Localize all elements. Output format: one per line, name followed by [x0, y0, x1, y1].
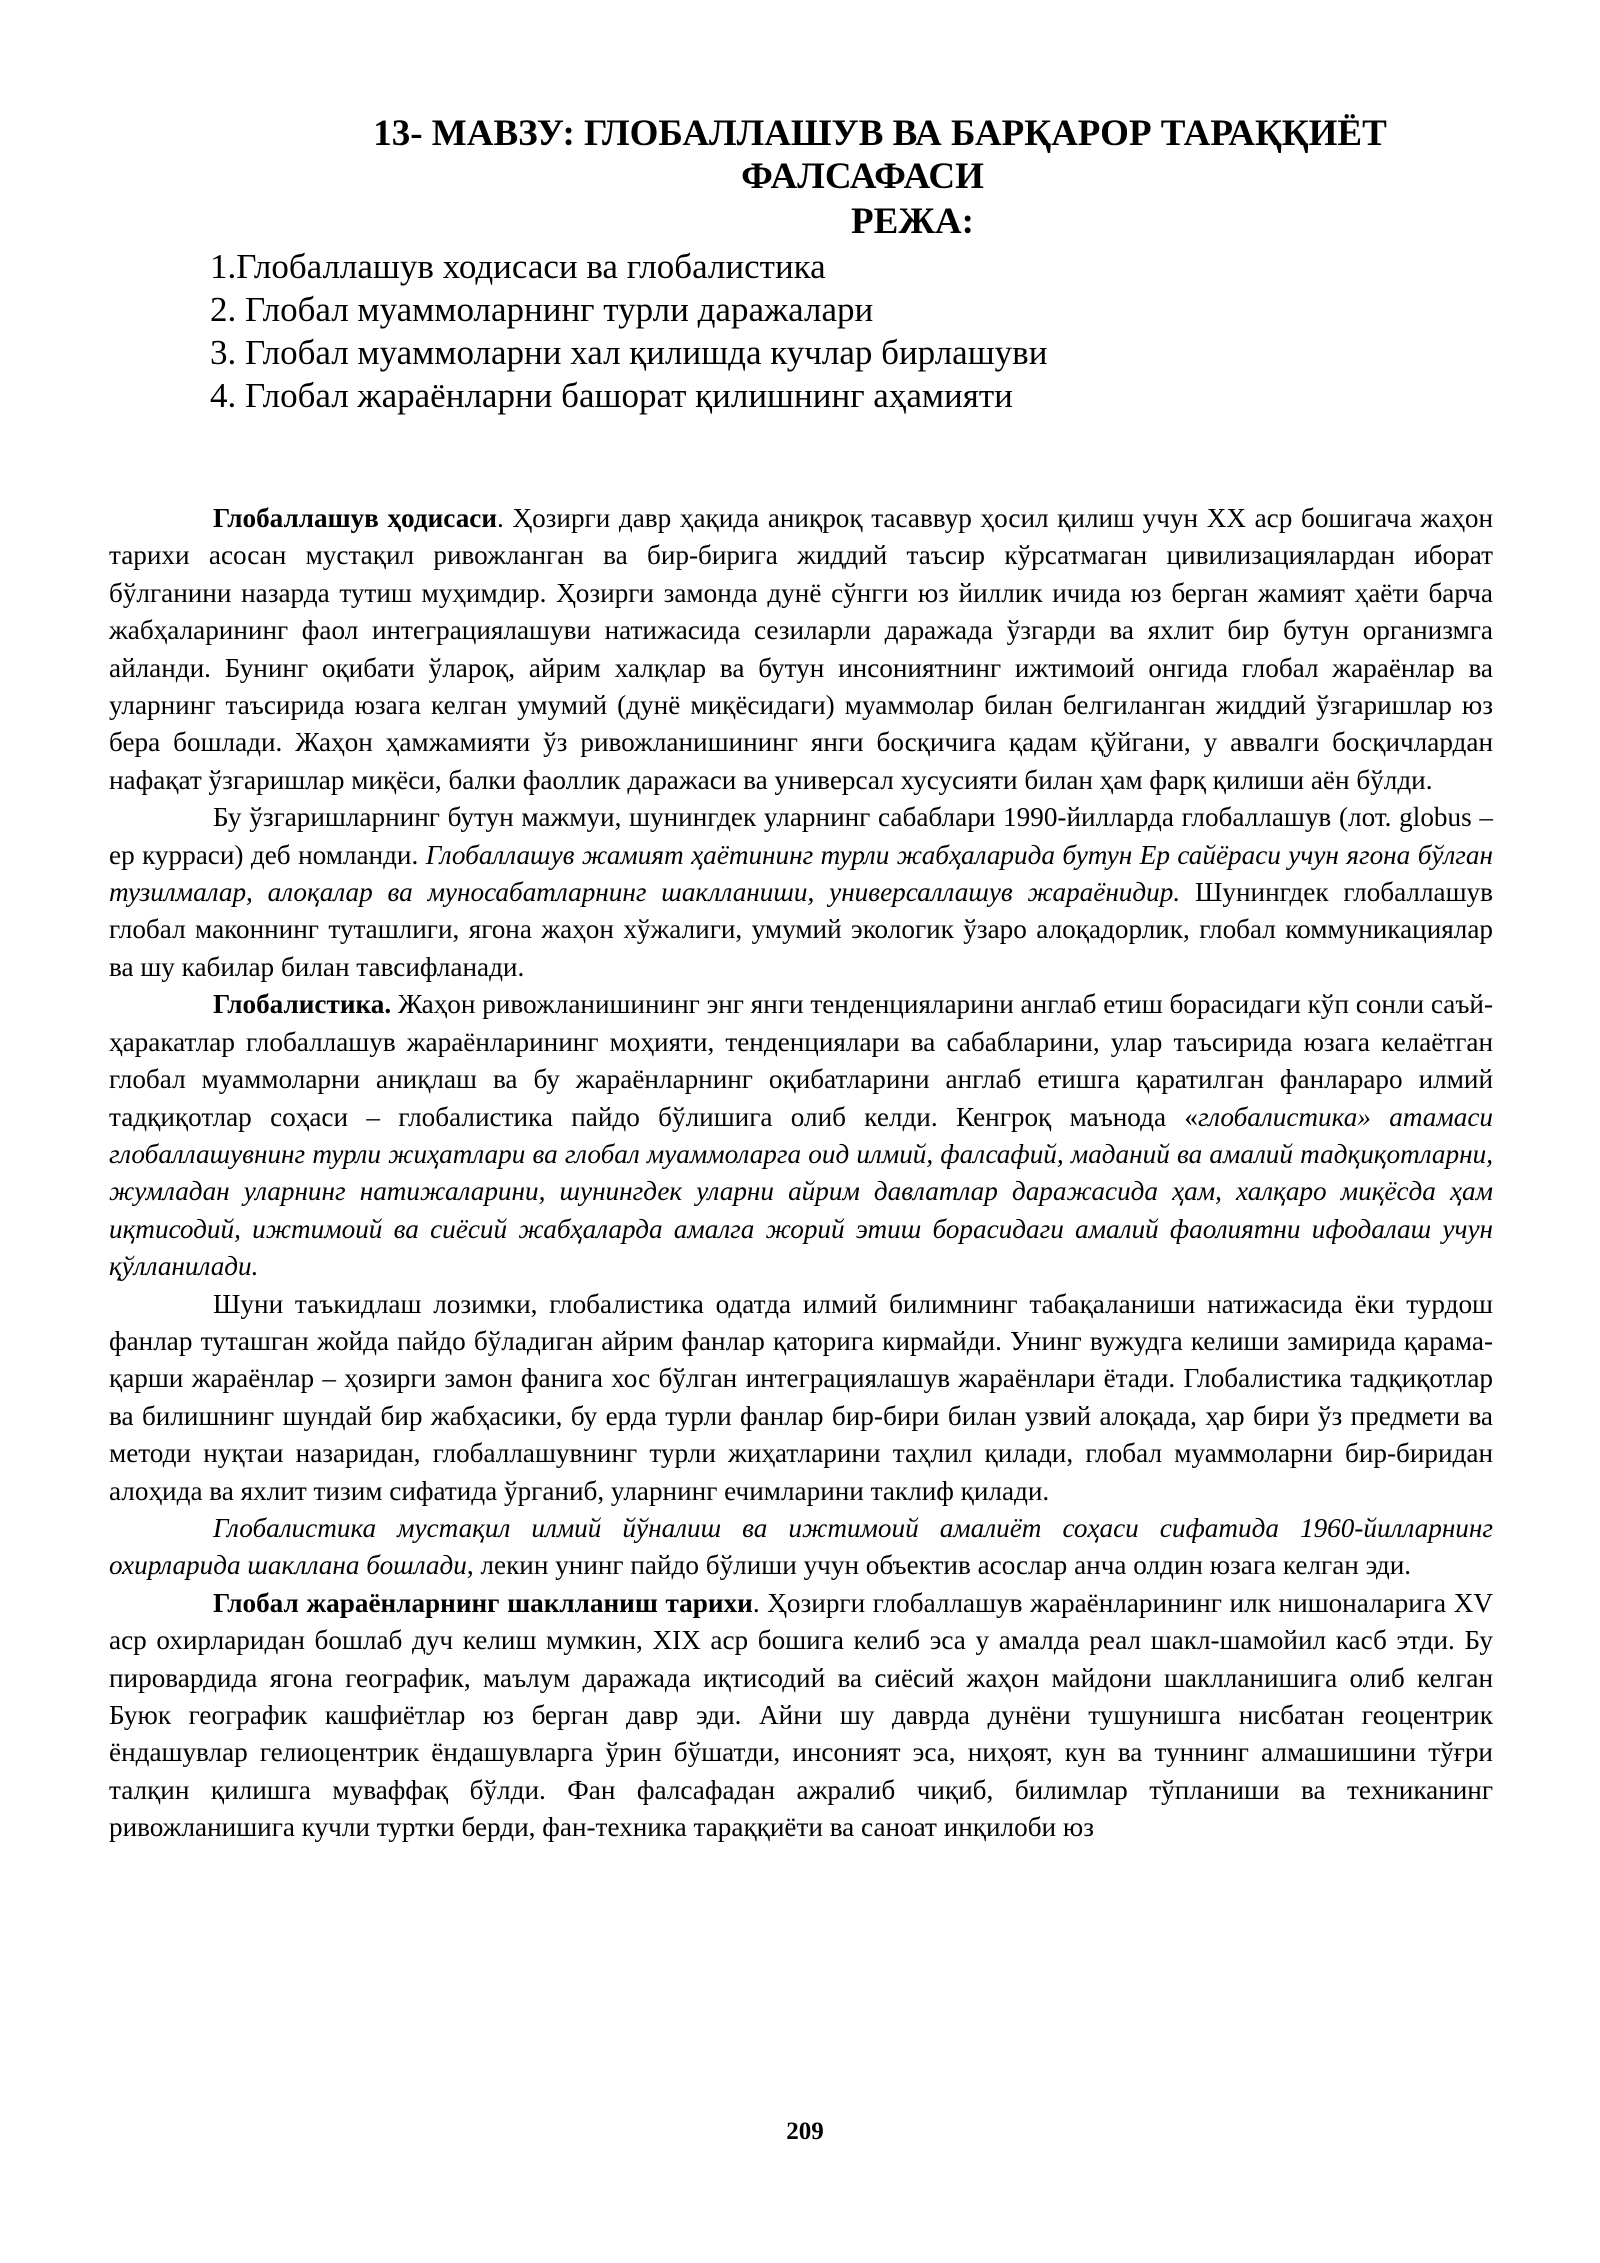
paragraph-text: Шуни таъкидлаш лозимки, глобалистика одатда илмий билимнинг табақаланиши натижасида ёки турдош фанлар туташган жойда пайдо бўладиган айрим фанлар қаторига кирмайди. Унинг вужудга келиши замирида қарама-қарши жараёнлар – ҳозирги замон фанига хос бўлган интеграциялашув жараёнлари ётади. Глобалистика тадқиқотлар ва билишнинг шундай бир жабҳасики, бу ерда турли фанлар бир-бири билан узвий алоқада, ҳар бири ўз предмети ва методи нуқтаи назаридан, глобаллашувнинг турли жиҳатларини таҳлил қилади, глобал муаммоларни бир-биридан алоҳида ва яхлит тизим сифатида ўрганиб, уларнинг ечимларини таклиф қилади.: [109, 1288, 1493, 1506]
paragraph-lead: Глобал жараёнларнинг шаклланиш тарихи: [213, 1587, 753, 1618]
plan-item: 1.Глобаллашув ходисаси ва глобалистика: [210, 247, 826, 286]
paragraph-text: . Ҳозирги давр ҳақида аниқроқ тасаввур ҳосил қилиш учун ХХ аср бошигача жаҳон тарихи асосан мустақил ривожланган ва бир-бирига жиддий таъсир кўрсатмаган цивилизациялардан иборат бўлганини назарда тутиш муҳимдир. Ҳозирги замонда дунё сўнгги юз йиллик ичида юз берган жамият ҳаёти барча жабҳаларининг фаол интеграциялашуви натижасида сезиларли даражада ўзгарди ва яхлит бир бутун организмга айланди. Бунинг оқибати ўлароқ, айрим халқлар ва бутун инсониятнинг ижтимоий онгида глобал жараёнлар ва уларнинг таъсирида юзага келган умумий (дунё миқёсидаги) муаммолар билан белгиланган жиддий ўзгаришлар юз бера бошлади. Жаҳон ҳамжамияти ўз ривожланишининг янги босқичига қадам қўйгани, у аввалги босқичлардан нафақат ўзгаришлар миқёси, балки фаоллик даражаси ва универсал хусусияти билан ҳам фарқ қилиши аён бўлди.: [109, 503, 1493, 795]
paragraph-text: Бу ўзгаришларнинг бутун мажмуи, шунингдек уларнинг сабаблари 1990-йилларда глобаллашув (лот. globus – ер курраси) деб номланди.: [109, 802, 1493, 870]
paragraph-text: , лекин унинг пайдо бўлиши учун объектив асослар анча олдин юзага келган эди.: [466, 1550, 1412, 1581]
paragraph-italic-definition: глобалистика» атамаси глобаллашувнинг турли жиҳатлари ва глобал муаммоларга оид илмий, фалсафий, маданий ва амалий тадқиқотларни, жумладан уларнинг натижаларини, шунингдек уларни айрим давлатлар даражасида ҳам, халқаро миқёсда ҳам иқтисодий, ижтимоий ва сиёсий жабҳаларда амалга жорий этиш борасидаги амалий фаолиятни ифодалаш учун қўлланилади.: [109, 1101, 1493, 1282]
plan-list: [210, 245, 1047, 417]
paragraph-globalization-definition: [109, 799, 1493, 986]
paragraph-text: Жаҳон ривожланишининг энг янги тенденцияларини англаб етиш борасидаги кўп сонли саъй-ҳаракатлар глобаллашув жараёнларининг моҳияти, тенденциялари ва сабабларини, улар таъсирида юзага келаётган глобал муаммоларни аниқлаш ва бу жараёнларнинг оқибатларини англаб етишга қаратилган фанлараро илмий тадқиқотлар соҳаси – глобалистика пайдо бўлишига олиб келди. Кенгроқ маънода «: [109, 989, 1493, 1132]
paragraph-globalistics-nature: [109, 1286, 1493, 1510]
page-title-line-1: 13- МАВЗУ: ГЛОБАЛЛАШУВ ВА БАРҚАРОР ТАРАҚҚИЁТ: [373, 113, 1387, 154]
plan-item: 4. Глобал жараёнларни башорат қилишнинг аҳамияти: [210, 376, 1013, 415]
paragraph-lead: Глобаллашув ҳодисаси: [213, 503, 498, 533]
paragraph-lead: Глобалистика.: [213, 989, 392, 1020]
paragraph-globalistics: [109, 986, 1493, 1285]
paragraph-italic-definition: Глобаллашув жамият ҳаётининг турли жабҳаларида бутун Ер сайёраси учун ягона бўлган тузилмалар, алоқалар ва муносабатларнинг шаклланиши, универсаллашув жараёнидир.: [109, 839, 1493, 908]
paragraph-italic-definition: Глобалистика мустақил илмий йўналиш ва ижтимоий амалиёт соҳаси сифатида 1960-йилларнинг охирларида шакллана бошлади: [109, 1512, 1493, 1581]
plan-item: 3. Глобал муаммоларни хал қилишда кучлар бирлашуви: [210, 333, 1048, 372]
page-title-line-2: ФАЛСАФАСИ: [741, 156, 984, 197]
paragraph-global-processes-history: [109, 1585, 1493, 1847]
body-text: [109, 500, 1493, 1847]
paragraph-globalization-phenomenon: [109, 500, 1493, 799]
paragraph-globalistics-origin: [109, 1510, 1493, 1585]
plan-item: 2. Глобал муаммоларнинг турли даражалари: [210, 290, 874, 329]
paragraph-text: Шунингдек глобаллашув глобал маконнинг туташлиги, ягона жаҳон хўжалиги, умумий экологик ўзаро алоқадорлик, глобал коммуникациялар ва шу кабилар билан тавсифланади.: [109, 877, 1493, 982]
plan-heading: РЕЖА:: [851, 201, 974, 242]
paragraph-text: . Ҳозирги глобаллашув жараёнларининг илк нишоналарига XV аср охирларидан бошлаб дуч келиш мумкин, XIX аср бошига келиб эса у амалда реал шакл-шамойил касб этди. Бу пировардида ягона географик, маълум даражада иқтисодий ва сиёсий жаҳон майдони шаклланишига олиб келган Буюк географик кашфиётлар юз берган давр эди. Айни шу даврда дунёни тушунишга нисбатан геоцентрик ёндашувлар гелиоцентрик ёндашувларга ўрин бўшатди, инсоният эса, ниҳоят, кун ва туннинг алмашишини тўғри талқин қилишга муваффақ бўлди. Фан фалсафадан ажралиб чиқиб, билимлар тўпланиши ва техниканинг ривожланишига кучли туртки берди, фан-техника тараққиёти ва саноат инқилоби юз: [109, 1587, 1493, 1843]
page-number: 209: [786, 2118, 824, 2145]
